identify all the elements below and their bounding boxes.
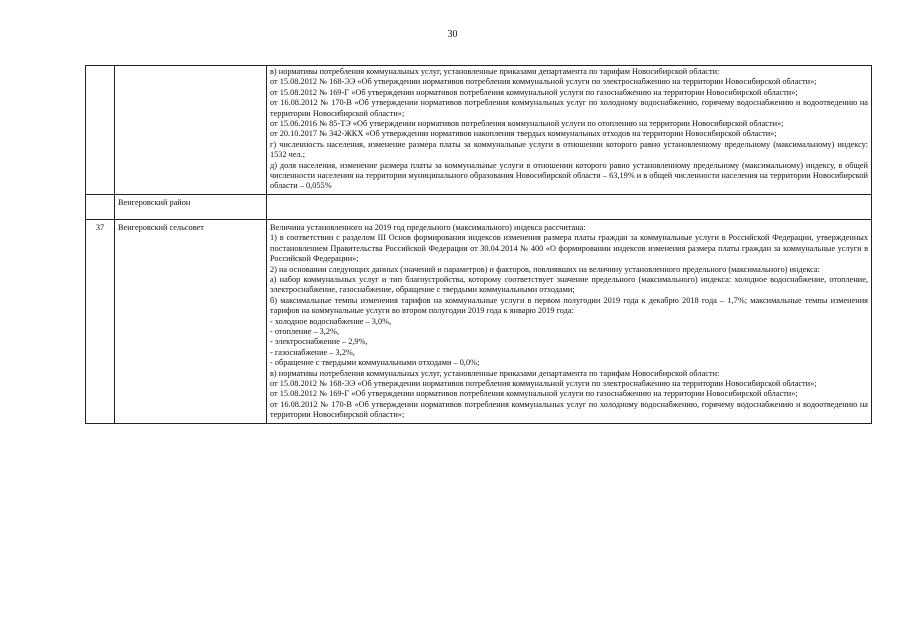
detail-line: - электроснабжение – 2,9%, bbox=[270, 337, 368, 347]
detail-line: от 15.08.2012 № 168-ЭЭ «Об утверждении нормативов потребления коммунальной услуги по электроснабжению на территории Новосибирской области»; bbox=[270, 77, 817, 87]
detail-line: Величина установленного на 2019 год предельного (максимального) индекса рассчитана: bbox=[270, 222, 586, 232]
detail-line: 1) в соответствии с разделом III Основ формирования индексов изменения размера платы граждан за коммунальные услуги в Российской Федерации, утвержденных постановлением Правительства Российской Федерации от 30.04.2014 № 400 «О формировании индексов изменения размера платы граждан за коммунальные услуги в Российской Федерации»; bbox=[270, 233, 868, 264]
detail-line: д) доля населения, изменение размера платы за коммунальные услуги в отношении которого равно установленному предельному (максимальному) индексу, в общей численности населения на территории муниципального образования Новосибирской области – 63,19% и в общей численности населения на территории Новосибирской области – 0,055% bbox=[270, 160, 868, 191]
detail-line: - обращение с твердыми коммунальными отходами – 0,0%; bbox=[270, 358, 480, 368]
detail-line: б) максимальные темпы изменения тарифов на коммунальные услуги в первом полугодии 2019 года к декабрю 2018 года – 1,7%; максимальные темпы изменения тарифов на коммунальные услуги во втором полугодии 2019 года к январю 2019 года: bbox=[270, 295, 868, 316]
row-number-cell bbox=[86, 194, 115, 219]
table-row-continuation bbox=[86, 66, 872, 195]
detail-line: от 15.08.2012 № 169-Г «Об утверждении нормативов потребления коммунальной услуги по газоснабжению на территории Новосибирской области»; bbox=[270, 87, 798, 97]
row-number-cell: 37 bbox=[86, 219, 115, 423]
table-row-37 bbox=[86, 219, 872, 423]
calculation-details-cell bbox=[267, 66, 872, 195]
detail-line: - холодное водоснабжение – 3,0%, bbox=[270, 316, 392, 326]
district-name-cell: Венгеровский район bbox=[115, 194, 267, 219]
municipality-name-cell: Венгеровский сельсовет bbox=[115, 219, 267, 423]
detail-line: от 15.08.2012 № 168-ЭЭ «Об утверждении нормативов потребления коммунальной услуги по электроснабжению на территории Новосибирской области»; bbox=[270, 378, 817, 388]
detail-line: от 16.08.2012 № 170-В «Об утверждении нормативов потребления коммунальных услуг по холодному водоснабжению, горячему водоснабжению и водоотведению на территории Новосибирской области»; bbox=[270, 399, 868, 420]
row-number-cell bbox=[86, 66, 115, 195]
detail-line: - газоснабжение – 3,2%, bbox=[270, 347, 355, 357]
detail-line: 2) на основании следующих данных (значений и параметров) и факторов, повлиявших на величину установленного предельного (максимального) индекса: bbox=[270, 264, 820, 274]
detail-line: от 20.10.2017 № 342-ЖКХ «Об утверждении нормативов накопления твердых коммунальных отходов на территории Новосибирской области»; bbox=[270, 129, 777, 139]
detail-line: в) нормативы потребления коммунальных услуг, установленные приказами департамента по тарифам Новосибирской области: bbox=[270, 67, 720, 76]
detail-line: от 15.08.2012 № 169-Г «Об утверждении нормативов потребления коммунальной услуги по газоснабжению на территории Новосибирской области»; bbox=[270, 389, 798, 399]
detail-line: в) нормативы потребления коммунальных услуг, установленные приказами департамента по тарифам Новосибирской области: bbox=[270, 368, 720, 378]
calculation-details-cell bbox=[267, 219, 872, 423]
page-number: 30 bbox=[447, 29, 458, 40]
municipality-cell bbox=[115, 66, 267, 195]
detail-line: от 15.06.2016 № 85-ТЭ «Об утверждении нормативов потребления коммунальной услуги по отоплению на территории Новосибирской области»; bbox=[270, 119, 784, 129]
table-row-district bbox=[86, 194, 872, 219]
calculation-details-cell bbox=[267, 194, 872, 219]
detail-line: - отопление – 3,2%, bbox=[270, 326, 340, 336]
detail-line: г) численность населения, изменение размера платы за коммунальные услуги в отношении которого равно установленному предельному (максимальному) индексу: 1532 чел.; bbox=[270, 139, 868, 160]
detail-line: а) набор коммунальных услуг и тип благоустройства, которому соответствует значение предельного (максимального) индекса: холодное водоснабжение, отопление, электроснабжение, газоснабжение, обращение с твердыми коммунальными отходами; bbox=[270, 274, 868, 295]
detail-line: от 16.08.2012 № 170-В «Об утверждении нормативов потребления коммунальных услуг по холодному водоснабжению, горячему водоснабжению и водоотведению на территории Новосибирской области»; bbox=[270, 98, 868, 118]
index-table bbox=[85, 65, 872, 424]
